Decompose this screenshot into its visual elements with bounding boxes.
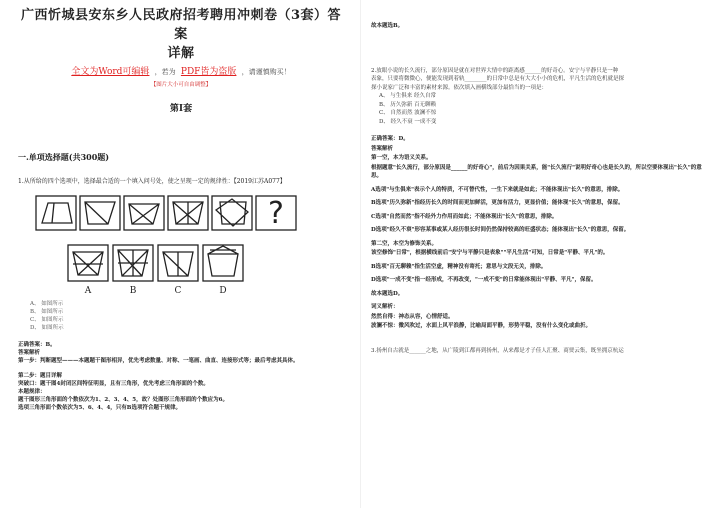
explanation-line: 本题规律： xyxy=(18,389,46,395)
set-label: 第Ⅰ套 xyxy=(169,104,193,114)
question-1-stem: 1.从所给的四个选项中，选择最合适的一个填入问号处，使之呈现一定的规律性：【2019江苏A077】 xyxy=(18,178,286,185)
explanation-line: 题干图形三角形面的个数依次为1、2、3、4、5，故？处图形三角形面的个数应为6。 xyxy=(18,397,228,403)
question-3-stem: 3.扬州自古就是______之地，从广陵到江都再到扬州，从来都是才子佳人汇聚、商贾云集，既坐拥京杭运 xyxy=(371,347,624,354)
option-b-text: B、 历久弥新 百无聊赖 xyxy=(379,101,437,108)
option-b-text: B、 如图所示 xyxy=(30,309,64,315)
question-1-answer xyxy=(18,341,344,412)
section-heading: 一.单项选择题(共300题) xyxy=(18,152,110,162)
explanation-line: 答案解析 xyxy=(18,350,41,356)
figure-grid xyxy=(18,190,338,300)
explanation-line: 第二步：题目详解 xyxy=(18,373,63,379)
option-a-text: A、 与生俱来 经久自常 xyxy=(379,93,436,99)
option-c-text: C、 如图所示 xyxy=(30,317,64,323)
option-label-c: C xyxy=(174,286,182,296)
pdf-warning-link[interactable]: PDF皆为盗版 xyxy=(180,67,237,77)
explanation-line: 第一步：判断题型———本题题干图形相异，优先考虑数量、对称、一笔画、曲直、连接形式等；最后考虑其具体。 xyxy=(18,358,299,364)
option-a-text: A、 如图所示 xyxy=(30,301,64,307)
correct-answer: 正确答案：B。 xyxy=(18,342,56,348)
question-2-options xyxy=(379,92,704,126)
document-title: 广西忻城县安东乡人民政府招考聘用冲刺卷（3套）答案 详解 xyxy=(20,8,342,61)
right-page xyxy=(360,0,720,508)
image-hint: 【图片大小可自由调整】 xyxy=(150,82,212,88)
previous-answer-conclusion: 故本题选B。 xyxy=(371,23,404,29)
option-label-d: D xyxy=(219,286,227,296)
question-mark: ? xyxy=(268,196,284,231)
word-edit-link[interactable]: 全文为Word可编辑 xyxy=(71,67,150,77)
promo-line: 全文为Word可编辑 ，若为 PDF皆为盗版 ，请谨慎购买！ xyxy=(71,67,291,77)
question-1-figures xyxy=(18,190,344,300)
option-c-text: C、 自然而然 波澜不惊 xyxy=(379,110,437,116)
option-label-a: A xyxy=(84,286,92,296)
explanation-line: 选项三角形面个数依次为5、6、4、4，只有B选项符合题干规律。 xyxy=(18,405,181,411)
explanation-line: 突破口：题干图4封闭区间特征明显，且有三角形，优先考虑三角形面的个数。 xyxy=(18,381,209,387)
question-1-options xyxy=(30,300,344,332)
question-2-answer: 正确答案：D。 答案解析 第一空，本为语义关系。 根据题意"长久流行，部分原因是______的好奇心"，前后为因果关系，能"长久流行"说明好奇心也是长久的，所以空要体现出"长久"的意思。 A选项"与生俱来"表示个人的特质，不可替代性，一生下来就是如此；不能体现出"长久"的意思，排除。 B选项"历久弥新"指经历长久的时间而更加鲜活，更加有活力，更显价值；能体现"长久"的意思，保留。 C选项"自然而然"指不经外力作用而如此；不能体现出"长久"的意思，排除。 D选项"经久不衰"形容某事或某人经历很长时间仍然保持较高的旺盛状态；能体现出"长久"的意思，保留。 第二空，本空为修饰关系。 该空修饰"日常"，根据横线前后"安宁与平静只是表象""平凡生活"可知，日常是"平静、平凡"的。 B选项"百无聊赖"指生活空虚，精神没有寄托；意思与文段无关，排除。 D选项"一成不变"指一经形成，不再改变，"一成不变"的日常能体现出"平静、平凡"，保留。 故本题选D。 词义解析： 然然自得：神态从容，心情舒适。 波澜不惊：微风吹过，水面上风平浪静，比喻局面平静，形势平稳，没有什么变化或曲折。 xyxy=(371,136,702,329)
question-2-stem: 2.放眼小说的长久流行，部分原因是就在对世界大情中的距离感______的好奇心。安宁与平静只是一种 表象，只要将微微心，便能发现到着轨________的日常中总是有大大小小的危机，平凡生活的危机就是探 探小说家广泛和丰富的素材来源。依次填入画横线部分最恰当的一项是： xyxy=(371,67,625,91)
option-d-text: D、 如图所示 xyxy=(30,325,64,331)
option-label-b: B xyxy=(129,286,137,296)
option-d-text: D、 经久不衰 一成不变 xyxy=(379,118,437,125)
